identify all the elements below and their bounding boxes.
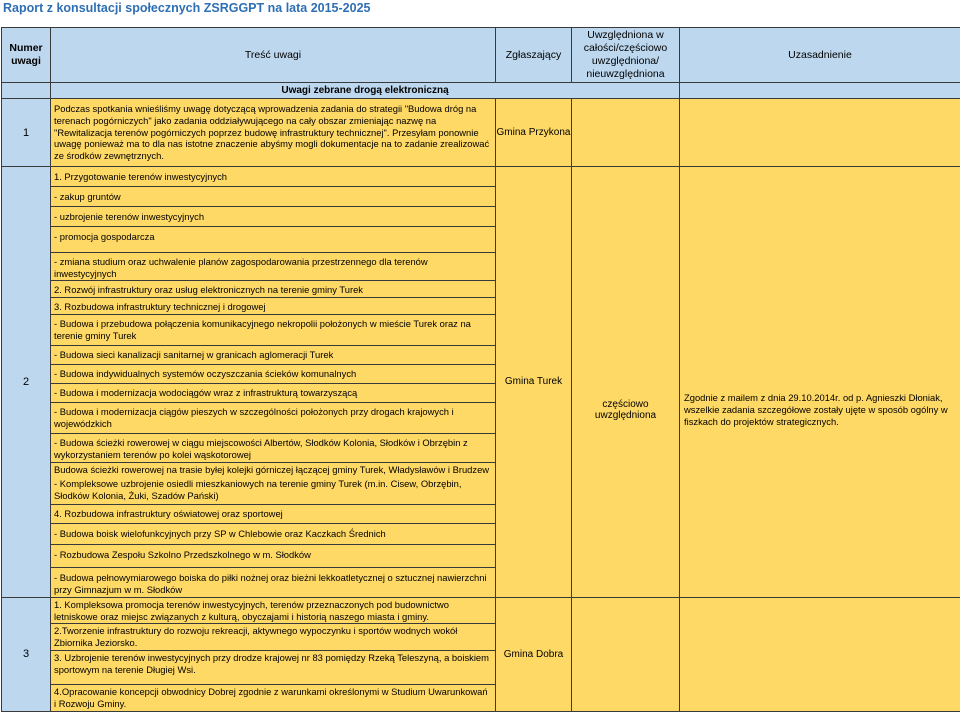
row-2-numer: 2 xyxy=(2,167,51,598)
section-label: Uwagi zebrane drogą elektroniczną xyxy=(51,83,680,99)
row-1-zglaszajacy: Gmina Przykona xyxy=(496,99,572,167)
row-2-item: - Budowa ścieżki rowerowej w ciągu miejscowości Albertów, Słodków Kolonia, Słodków i Obrzębin z wykorzystaniem terenów po kolei wąskotorowej xyxy=(51,434,495,464)
row-2-item: - zmiana studium oraz uchwalenie planów zagospodarowania przestrzennego dla terenów inwestycyjnych xyxy=(51,253,495,282)
row-2-item: 2. Rozwój infrastruktury oraz usług elektronicznych na terenie gminy Turek xyxy=(51,281,495,298)
row-2-item: - zakup gruntów xyxy=(51,187,495,207)
row-3-numer: 3 xyxy=(2,597,51,711)
row-1-tresc xyxy=(51,99,496,167)
row-3-item: 1. Kompleksowa promocja terenów inwestycyjnych, terenów przeznaczonych pod budownictwo letniskowe oraz miejsc związanych z kulturą, obyczajami i historią naszego miasta i gminy. xyxy=(51,598,495,625)
row-1-uzasadnienie xyxy=(680,99,960,167)
row-3-item: 4.Opracowanie koncepcji obwodnicy Dobrej zgodnie z warunkami określonymi w Studium Uwarunkowań i Rozwoju Gminy. xyxy=(51,685,495,711)
row-1-numer: 1 xyxy=(2,99,51,167)
row-2-tresc xyxy=(51,167,496,598)
row-2-item: - Budowa i modernizacja wodociągów wraz z infrastrukturą towarzyszącą xyxy=(51,384,495,403)
row-2-item: - Budowa i modernizacja ciągów pieszych w szczególności położonych przy drogach krajowych i wojewódzkich xyxy=(51,403,495,434)
header-tresc xyxy=(51,28,496,83)
row-2-item: - Rozbudowa Zespołu Szkolno Przedszkolnego w m. Słodków xyxy=(51,545,495,568)
row-2-item: 3. Rozbudowa infrastruktury technicznej i drogowej xyxy=(51,298,495,315)
row-3-tresc xyxy=(51,597,496,711)
header-tresc-label: Treść uwagi xyxy=(245,49,301,61)
row-3-uzasadnienie xyxy=(680,597,960,711)
header-numer: Numer uwagi xyxy=(2,28,51,83)
row-2-item: - Budowa sieci kanalizacji sanitarnej w granicach aglomeracji Turek xyxy=(51,346,495,365)
row-3-item: 3. Uzbrojenie terenów inwestycyjnych przy drodze krajowej nr 83 pomiędzy Rzeką Teleszyną, a boiskiem sportowym na terenie Długiej Wsi. xyxy=(51,651,495,685)
row-3-item: 2.Tworzenie infrastruktury do rozwoju rekreacji, aktywnego wypoczynku i sportów wodnych wokół Zbiornika Jeziorsko. xyxy=(51,624,495,651)
row-1-tresc-start: Podczas spotkania wnieśliśmy uwagę dotyczącą wprowadzenia zadania do strategii "Budowa dróg na terenach pogórniczych" jako zadania oddziaływującego na cały obszar zmieniając nazwę na "Rewitalizacja terenów pogórniczych poprzez budowę infrastruktury technicznej". xyxy=(54,103,476,138)
row-2-item: - Budowa i przebudowa połączenia komunikacyjnego nekropolii położonych w mieście Turek oraz na terenie gminy Turek xyxy=(51,315,495,346)
row-2-zglaszajacy: Gmina Turek xyxy=(496,167,572,598)
section-num-cell xyxy=(2,83,51,99)
report-title: Raport z konsultacji społecznych ZSRGGPT na lata 2015-2025 xyxy=(3,0,370,22)
row-2-item: 4. Rozbudowa infrastruktury oświatowej oraz sportowej xyxy=(51,505,495,524)
header-zglaszajacy: Zgłaszający xyxy=(496,28,572,83)
row-2-item: - uzbrojenie terenów inwestycyjnych xyxy=(51,207,495,227)
header-uzasadnienie: Uzasadnienie xyxy=(680,28,960,83)
header-uwzgledniona: Uwzględniona w całości/częściowo uwzględniona/ nieuwzględniona xyxy=(572,28,680,83)
row-3-uwzgledniona xyxy=(572,597,680,711)
row-1-uwzgledniona xyxy=(572,99,680,167)
row-2-item: - Budowa boisk wielofunkcyjnych przy SP w Chlebowie oraz Kaczkach Średnich xyxy=(51,524,495,545)
consultation-table xyxy=(1,27,960,712)
row-2-item: - Budowa indywidualnych systemów oczyszczania ścieków komunalnych xyxy=(51,365,495,384)
row-2-item: 1. Przygotowanie terenów inwestycyjnych xyxy=(51,167,495,187)
row-2-uzasadnienie: Zgodnie z mailem z dnia 29.10.2014r. od p. Agnieszki Dłoniak, wszelkie zadania szczegółowe zostały ujęte w sposób ogólny w fiszkach do projektów strategicznych. xyxy=(680,167,960,598)
row-2-item: Budowa ścieżki rowerowej na trasie byłej kolejki górniczej łączącej gminy Turek, Władysławów i Brudzew xyxy=(51,463,495,477)
row-1-tresc-end: Przesyłam ponownie uwagę ponieważ ma to dla nas istotne znaczenie abyśmy mogli dokumentacje na to zadanie zrealizować ze środków zewnętrznych. xyxy=(54,127,489,162)
row-2-item: - Kompleksowe uzbrojenie osiedli mieszkaniowych na terenie gminy Turek (m.in. Cisew, Obrzębin, Słodków Kolonia, Żuki, Szadów Pański) xyxy=(51,477,495,505)
row-2-uwzgledniona: częściowo uwzględniona xyxy=(572,167,680,598)
section-empty-cell xyxy=(680,83,960,99)
row-2-item: - Budowa pełnowymiarowego boiska do piłki nożnej oraz bieżni lekkoatletycznej o sztucznej nawierzchni przy Gimnazjum w m. Słodków xyxy=(51,568,495,597)
row-3-zglaszajacy: Gmina Dobra xyxy=(496,597,572,711)
row-2-item: - promocja gospodarcza xyxy=(51,227,495,253)
